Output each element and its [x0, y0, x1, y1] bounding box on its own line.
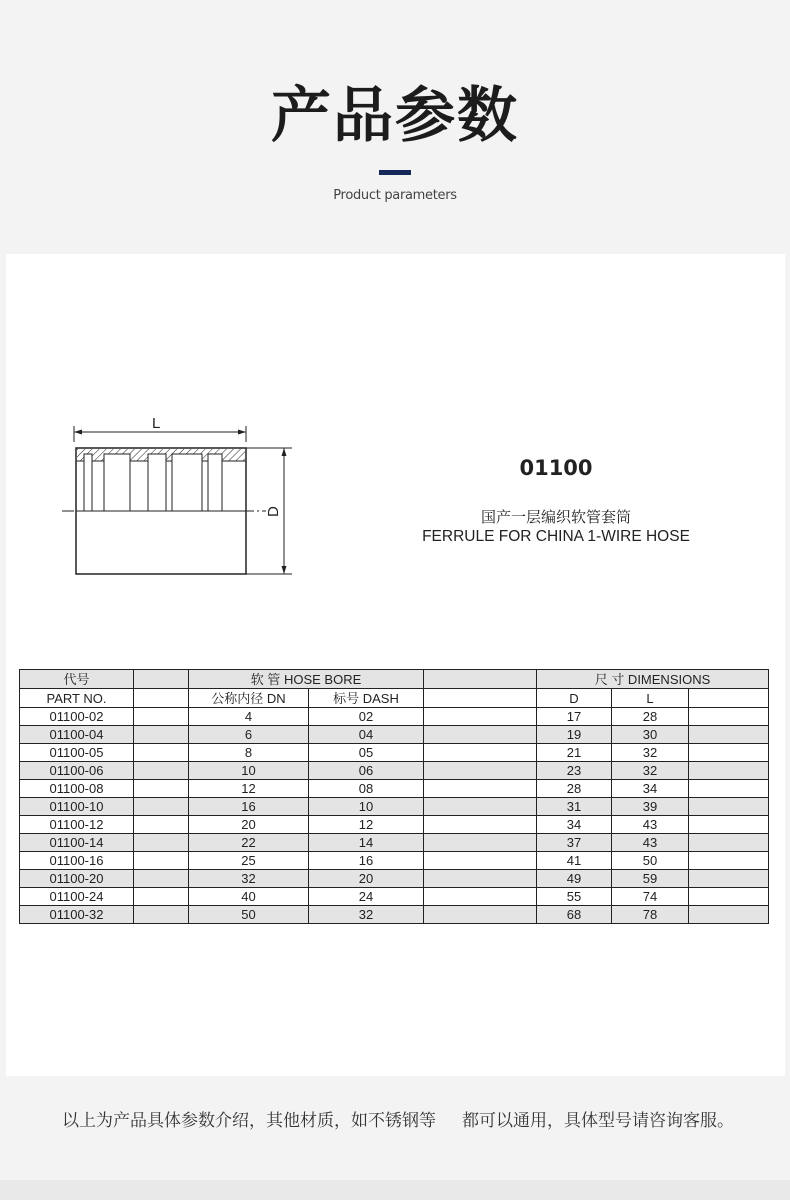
cell-dn: 8: [189, 744, 309, 762]
cell-part: 01100-02: [20, 708, 134, 726]
cell-empty: [424, 834, 537, 852]
cell-d: 19: [537, 726, 612, 744]
cell-empty: [134, 798, 189, 816]
cell-dash: 10: [309, 798, 424, 816]
table-row: [20, 780, 769, 798]
cell-dash: 05: [309, 744, 424, 762]
table-row: [20, 834, 769, 852]
cell-empty: [424, 744, 537, 762]
cell-d: 23: [537, 762, 612, 780]
product-code: 01100: [519, 456, 593, 480]
spec-table: [19, 669, 769, 924]
cell-dn: 16: [189, 798, 309, 816]
header-d: D: [537, 689, 612, 708]
header-hose-bore: 软 管 HOSE BORE: [189, 670, 424, 689]
cell-empty: [134, 870, 189, 888]
cell-empty: [424, 780, 537, 798]
cell-empty: [424, 852, 537, 870]
cell-l: 32: [612, 762, 689, 780]
cell-l: 32: [612, 744, 689, 762]
cell-empty: [689, 852, 769, 870]
cell-empty: [134, 708, 189, 726]
header-part-no: PART NO.: [20, 689, 134, 708]
cell-empty: [689, 906, 769, 924]
cell-d: 41: [537, 852, 612, 870]
table-header-row: [20, 670, 769, 689]
cell-d: 37: [537, 834, 612, 852]
cell-part: 01100-32: [20, 906, 134, 924]
cell-empty: [424, 708, 537, 726]
header-dimensions: 尺 寸 DIMENSIONS: [537, 670, 769, 689]
cell-empty: [689, 726, 769, 744]
cell-l: 78: [612, 906, 689, 924]
cell-empty: [134, 816, 189, 834]
cell-dn: 40: [189, 888, 309, 906]
cell-dash: 32: [309, 906, 424, 924]
cell-empty: [689, 708, 769, 726]
cell-part: 01100-10: [20, 798, 134, 816]
cell-d: 31: [537, 798, 612, 816]
cell-d: 34: [537, 816, 612, 834]
cell-d: 28: [537, 780, 612, 798]
cell-dn: 32: [189, 870, 309, 888]
cell-dash: 12: [309, 816, 424, 834]
cell-dash: 06: [309, 762, 424, 780]
cell-l: 50: [612, 852, 689, 870]
table-row: [20, 888, 769, 906]
cell-dn: 12: [189, 780, 309, 798]
cell-empty: [134, 834, 189, 852]
cell-dash: 14: [309, 834, 424, 852]
cell-d: 55: [537, 888, 612, 906]
header-section: [0, 0, 790, 240]
cell-d: 17: [537, 708, 612, 726]
cell-dn: 6: [189, 726, 309, 744]
cell-empty: [134, 780, 189, 798]
cell-dash: 16: [309, 852, 424, 870]
cell-empty: [424, 870, 537, 888]
footer-note: [62, 1106, 782, 1131]
cell-part: 01100-12: [20, 816, 134, 834]
title-underline: [379, 170, 411, 175]
cell-part: 01100-05: [20, 744, 134, 762]
cell-empty: [134, 744, 189, 762]
table-row: [20, 726, 769, 744]
cell-empty: [689, 834, 769, 852]
cell-part: 01100-20: [20, 870, 134, 888]
header-l: L: [612, 689, 689, 708]
cell-empty: [424, 816, 537, 834]
cell-d: 49: [537, 870, 612, 888]
cell-dn: 50: [189, 906, 309, 924]
cell-part: 01100-16: [20, 852, 134, 870]
cell-empty: [134, 762, 189, 780]
cell-empty: [134, 888, 189, 906]
cell-l: 34: [612, 780, 689, 798]
cell-dn: 25: [189, 852, 309, 870]
cell-part: 01100-14: [20, 834, 134, 852]
cell-l: 43: [612, 816, 689, 834]
table-row: [20, 852, 769, 870]
cell-dn: 20: [189, 816, 309, 834]
cell-empty: [689, 816, 769, 834]
cell-l: 43: [612, 834, 689, 852]
table-row: [20, 870, 769, 888]
product-name-en: FERRULE FOR CHINA 1-WIRE HOSE: [422, 528, 690, 545]
footer-note-part2: 都可以通用，具体型号请咨询客服。: [462, 1111, 734, 1131]
cell-empty: [134, 852, 189, 870]
cell-empty: [424, 726, 537, 744]
header-code-cn: 代号: [20, 670, 134, 689]
table-row: [20, 708, 769, 726]
cell-empty: [689, 744, 769, 762]
cell-empty: [134, 906, 189, 924]
table-row: [20, 906, 769, 924]
cell-dash: 08: [309, 780, 424, 798]
table-row: [20, 744, 769, 762]
cell-l: 59: [612, 870, 689, 888]
length-label: L: [152, 415, 161, 432]
diameter-label: D: [265, 506, 282, 517]
page-subtitle: Product parameters: [333, 188, 457, 203]
cell-l: 30: [612, 726, 689, 744]
header-dash: 标号 DASH: [309, 689, 424, 708]
cell-dash: 04: [309, 726, 424, 744]
cell-dn: 22: [189, 834, 309, 852]
header-dn: 公称内径 DN: [189, 689, 309, 708]
cell-empty: [424, 762, 537, 780]
bottom-band: [0, 1180, 790, 1200]
cell-part: 01100-08: [20, 780, 134, 798]
table-row: [20, 816, 769, 834]
cell-part: 01100-04: [20, 726, 134, 744]
cell-empty: [134, 726, 189, 744]
ferrule-drawing: [56, 414, 306, 584]
footer-note-part1: 以上为产品具体参数介绍，其他材质，如不锈钢等: [62, 1111, 436, 1131]
table-subheader-row: [20, 689, 769, 708]
cell-empty: [689, 762, 769, 780]
cell-l: 74: [612, 888, 689, 906]
cell-l: 28: [612, 708, 689, 726]
cell-dash: 20: [309, 870, 424, 888]
cell-empty: [689, 870, 769, 888]
cell-empty: [424, 798, 537, 816]
cell-empty: [424, 906, 537, 924]
cell-dash: 24: [309, 888, 424, 906]
cell-empty: [689, 798, 769, 816]
cell-dn: 4: [189, 708, 309, 726]
cell-dash: 02: [309, 708, 424, 726]
cell-d: 21: [537, 744, 612, 762]
cell-empty: [689, 888, 769, 906]
cell-empty: [689, 780, 769, 798]
page-title: 产品参数: [271, 81, 519, 151]
cell-part: 01100-06: [20, 762, 134, 780]
cell-empty: [424, 888, 537, 906]
table-row: [20, 762, 769, 780]
table-row: [20, 798, 769, 816]
cell-part: 01100-24: [20, 888, 134, 906]
product-name-cn: 国产一层编织软管套筒: [480, 508, 631, 526]
cell-d: 68: [537, 906, 612, 924]
cell-l: 39: [612, 798, 689, 816]
cell-dn: 10: [189, 762, 309, 780]
spec-panel: [6, 254, 785, 1076]
